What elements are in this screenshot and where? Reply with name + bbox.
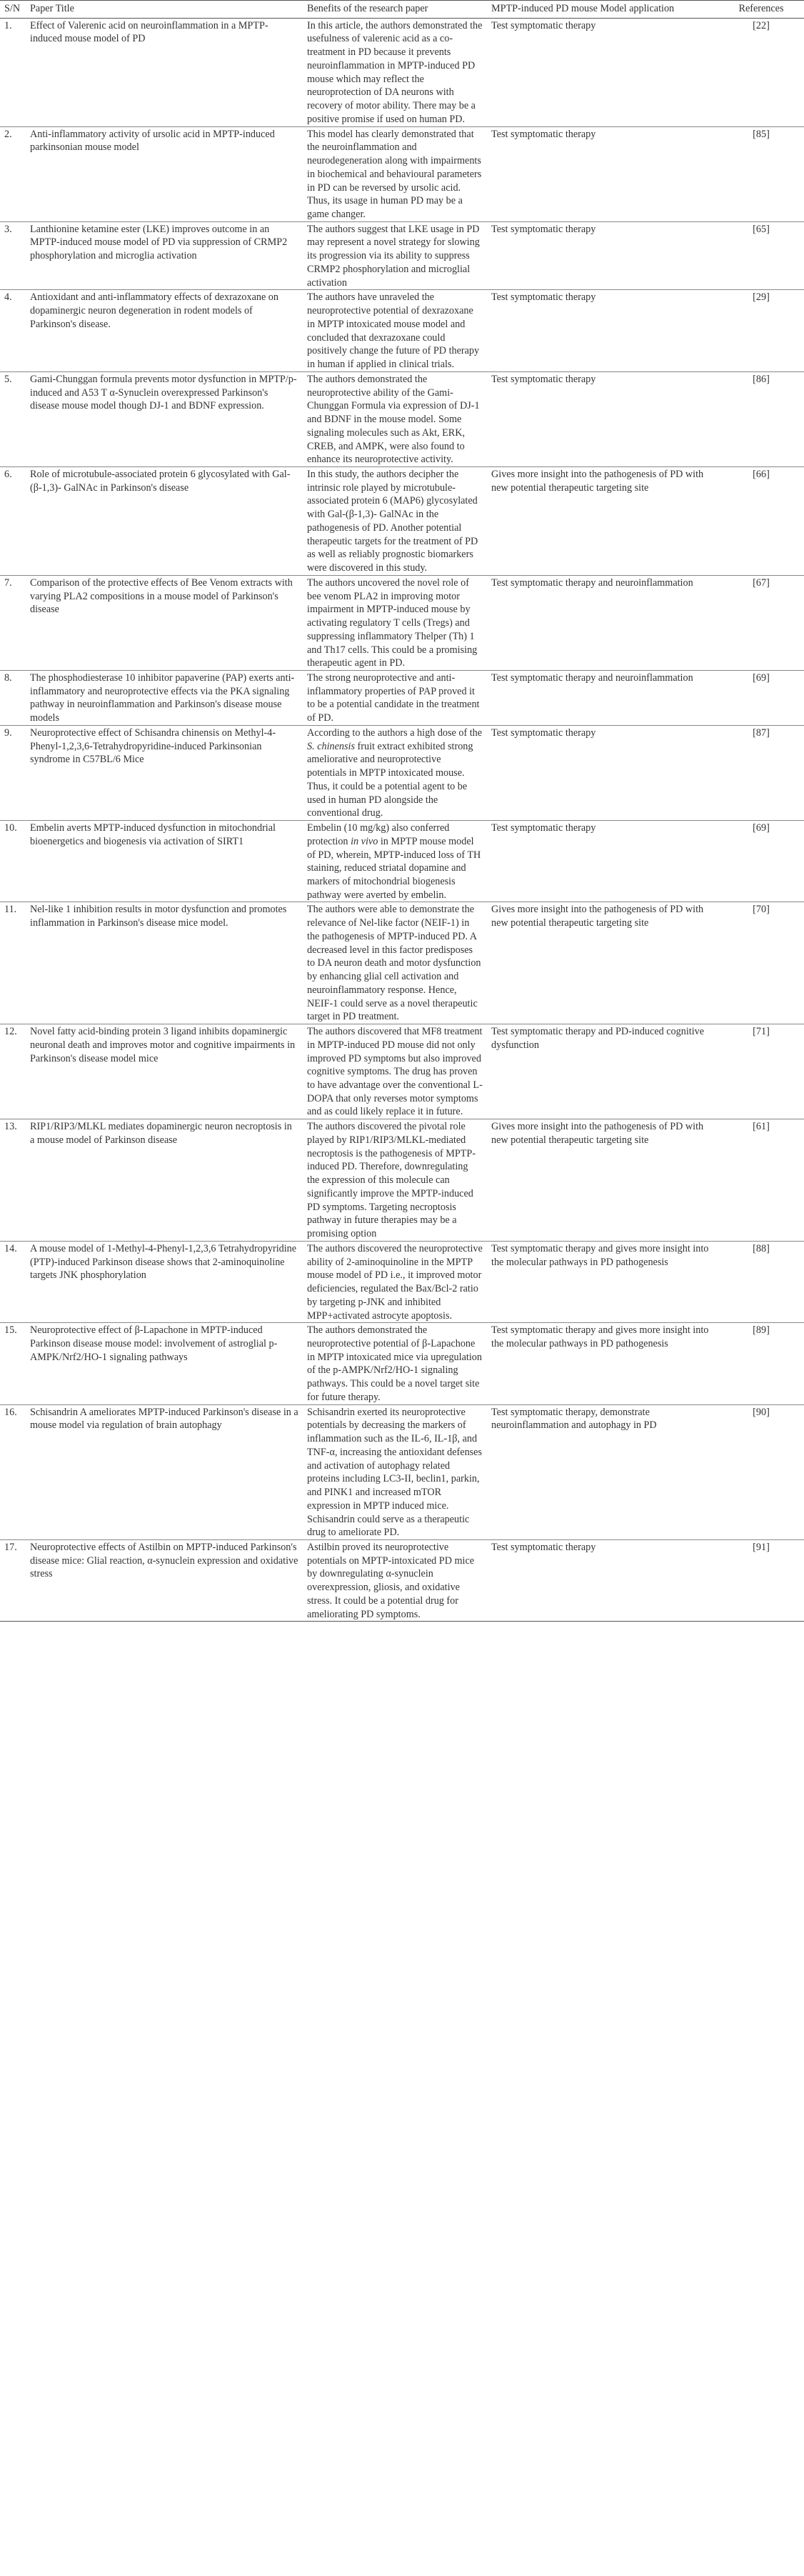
cell-title: Antioxidant and anti-inflammatory effects of dexrazoxane on dopaminergic neuron degeneration in rodent models of Parkinson's disease. (26, 290, 303, 371)
cell-sn: 10. (0, 821, 26, 902)
cell-reference: [88] (718, 1241, 804, 1322)
cell-application: Test symptomatic therapy and gives more insight into the molecular pathways in PD pathogenesis (487, 1323, 718, 1404)
table-row (0, 575, 804, 670)
cell-benefit (303, 821, 487, 902)
cell-title: Novel fatty acid-binding protein 3 ligand inhibits dopaminergic neuronal death and improves motor and cognitive impairments in Parkinson's disease model mice (26, 1024, 303, 1119)
cell-reference: [70] (718, 902, 804, 1024)
cell-benefit: The authors demonstrated the neuroprotective potential of β-Lapachone in MPTP intoxicated mice via upregulation of the p-AMPK/Nrf2/HO-1 signaling pathways. This could be a novel target site for future therapy. (303, 1323, 487, 1404)
header-references: References (718, 1, 804, 19)
table-row (0, 1024, 804, 1119)
cell-title: A mouse model of 1-Methyl-4-Phenyl-1,2,3,6 Tetrahydropyridine (PTP)-induced Parkinson disease shows that 2-aminoquinoline targets JNK phosphorylation (26, 1241, 303, 1322)
cell-application: Test symptomatic therapy (487, 18, 718, 126)
cell-benefit: The authors discovered that MF8 treatment in MPTP-induced PD mouse did not only improved PD symptoms but also improved cognitive symptoms. The drug has proven to have advantage over the conventional L-DOPA that only reverses motor symptoms and as could likely replace it in future. (303, 1024, 487, 1119)
table-row (0, 126, 804, 221)
cell-title: The phosphodiesterase 10 inhibitor papaverine (PAP) exerts anti-inflammatory and neuroprotective effects via the PKA signaling pathway in neuroinflammation and Parkinson's disease mouse models (26, 670, 303, 725)
cell-application: Test symptomatic therapy and neuroinflammation (487, 575, 718, 670)
cell-sn: 12. (0, 1024, 26, 1119)
cell-sn: 9. (0, 725, 26, 820)
cell-title: Role of microtubule-associated protein 6 glycosylated with Gal-(β-1,3)- GalNAc in Parkinson's disease (26, 466, 303, 575)
benefit-text: Embelin (10 mg/kg) also conferred protection (307, 822, 450, 847)
cell-benefit: The authors were able to demonstrate the relevance of Nel-like factor (NEIF-1) in the pathogenesis of MPTP-induced PD. A decreased level in this factor predisposes to DA neuron death and motor dysfunction by enhancing glial cell activation and neuroinflammatory response. Hence, NEIF-1 could serve as a novel therapeutic target in PD treatment. (303, 902, 487, 1024)
cell-benefit: The authors demonstrated the neuroprotective ability of the Gami-Chunggan Formula via expression of DJ-1 and BDNF in the mouse model. Some signaling molecules such as Akt, ERK, CREB, and AMPK, were also found to enhance its neuroprotective activity. (303, 371, 487, 466)
cell-reference: [85] (718, 126, 804, 221)
species-name: S. chinensis (307, 740, 355, 752)
cell-title: Neuroprotective effect of Schisandra chinensis on Methyl-4-Phenyl-1,2,3,6-Tetrahydropyridine-induced Parkinsonian syndrome in C57BL/6 Mice (26, 725, 303, 820)
cell-reference: [67] (718, 575, 804, 670)
cell-reference: [66] (718, 466, 804, 575)
cell-sn: 17. (0, 1539, 26, 1621)
cell-sn: 3. (0, 221, 26, 290)
cell-application: Test symptomatic therapy and neuroinflammation (487, 670, 718, 725)
table-row (0, 371, 804, 466)
cell-reference: [71] (718, 1024, 804, 1119)
cell-sn: 1. (0, 18, 26, 126)
cell-benefit: In this article, the authors demonstrated the usefulness of valerenic acid as a co-treatment in PD because it prevents neuroinflammation in MPTP-induced PD mouse which may reflect the neuroprotection of DA neurons with recovery of motor ability. There may be a positive promise if used on human PD. (303, 18, 487, 126)
table-row (0, 1404, 804, 1539)
cell-reference: [61] (718, 1119, 804, 1242)
table-row (0, 1323, 804, 1404)
cell-title: Effect of Valerenic acid on neuroinflammation in a MPTP-induced mouse model of PD (26, 18, 303, 126)
table-row (0, 725, 804, 820)
cell-title: Anti-inflammatory activity of ursolic acid in MPTP-induced parkinsonian mouse model (26, 126, 303, 221)
latin-term: in vivo (351, 835, 378, 847)
cell-benefit: Astilbin proved its neuroprotective potentials on MPTP-intoxicated PD mice by downregulating α-synuclein overexpression, gliosis, and oxidative stress. It could be a potential drug for ameliorating PD symptoms. (303, 1539, 487, 1621)
cell-reference: [89] (718, 1323, 804, 1404)
cell-benefit: Schisandrin exerted its neuroprotective potentials by decreasing the markers of inflammation such as the IL-6, IL-1β, and TNF-α, increasing the antioxidant defenses and activation of autophagy related proteins including LC3-II, beclin1, parkin, and PINK1 and increased mTOR expression in MPTP induced mice. Schisandrin could serve as a therapeutic drug to ameliorate PD. (303, 1404, 487, 1539)
cell-application: Test symptomatic therapy and PD-induced cognitive dysfunction (487, 1024, 718, 1119)
cell-reference: [91] (718, 1539, 804, 1621)
cell-application: Test symptomatic therapy (487, 1539, 718, 1621)
cell-application: Test symptomatic therapy and gives more insight into the molecular pathways in PD pathogenesis (487, 1241, 718, 1322)
cell-application: Test symptomatic therapy (487, 821, 718, 902)
cell-application: Test symptomatic therapy (487, 371, 718, 466)
cell-title: Neuroprotective effects of Astilbin on MPTP-induced Parkinson's disease mice: Glial reaction, α-synuclein expression and oxidative stress (26, 1539, 303, 1621)
cell-reference: [86] (718, 371, 804, 466)
cell-title: Embelin averts MPTP-induced dysfunction in mitochondrial bioenergetics and biogenesis via activation of SIRT1 (26, 821, 303, 902)
cell-sn: 7. (0, 575, 26, 670)
table-row (0, 1119, 804, 1242)
header-application: MPTP-induced PD mouse Model application (487, 1, 718, 19)
cell-benefit: In this study, the authors decipher the intrinsic role played by microtubule-associated protein 6 (MAP6) glycosylated with Gal-(β-1,3)- GalNAc in the pathogenesis of PD. Another potential therapeutic targets for the treatment of PD as well as reliably prognostic biomarkers were discovered in this study. (303, 466, 487, 575)
cell-title: Gami-Chunggan formula prevents motor dysfunction in MPTP/p-induced and A53 T α-Synuclein overexpressed Parkinson's disease mouse model though DJ-1 and BDNF expression. (26, 371, 303, 466)
cell-reference: [65] (718, 221, 804, 290)
table-row (0, 821, 804, 902)
cell-reference: [69] (718, 670, 804, 725)
benefit-text: According to the authors a high dose of the (307, 727, 483, 739)
cell-reference: [29] (718, 290, 804, 371)
cell-title: RIP1/RIP3/MLKL mediates dopaminergic neuron necroptosis in a mouse model of Parkinson disease (26, 1119, 303, 1242)
benefit-text: in MPTP mouse model of PD, wherein, MPTP-induced loss of TH staining, reduced striatal dopamine and markers of mitochondrial biogenesis pathway were averted by embelin. (307, 835, 481, 901)
header-benefits: Benefits of the research paper (303, 1, 487, 19)
cell-benefit: The authors uncovered the novel role of bee venom PLA2 in improving motor impairment in MPTP-induced mouse by activating regulatory T cells (Tregs) and suppressing inflammatory Thelper (Th) 1 and Th17 cells. This could be a promising therapeutic agent in PD. (303, 575, 487, 670)
cell-title: Lanthionine ketamine ester (LKE) improves outcome in an MPTP-induced mouse model of PD via suppression of CRMP2 phosphorylation and microglia activation (26, 221, 303, 290)
cell-reference: [69] (718, 821, 804, 902)
cell-sn: 4. (0, 290, 26, 371)
table-row (0, 670, 804, 725)
cell-sn: 16. (0, 1404, 26, 1539)
cell-benefit: This model has clearly demonstrated that the neuroinflammation and neurodegeneration along with impairments in biochemical and behavioural parameters in PD can be reversed by ursolic acid. Thus, its usage in human PD may be a game changer. (303, 126, 487, 221)
table-row (0, 221, 804, 290)
cell-benefit (303, 725, 487, 820)
cell-sn: 14. (0, 1241, 26, 1322)
header-sn: S/N (0, 1, 26, 19)
cell-application: Test symptomatic therapy, demonstrate neuroinflammation and autophagy in PD (487, 1404, 718, 1539)
cell-sn: 11. (0, 902, 26, 1024)
table-header (0, 1, 804, 19)
cell-benefit: The strong neuroprotective and anti-inflammatory properties of PAP proved it to be a potential candidate in the treatment of PD. (303, 670, 487, 725)
header-row (0, 1, 804, 19)
cell-title: Schisandrin A ameliorates MPTP-induced Parkinson's disease in a mouse model via regulation of brain autophagy (26, 1404, 303, 1539)
benefit-text: fruit extract exhibited strong ameliorative and neuroprotective potentials in MPTP intoxicated mouse. Thus, it could be a potential agent to be used in human PD alongside the conventional drug. (307, 740, 473, 819)
table-row (0, 466, 804, 575)
cell-sn: 5. (0, 371, 26, 466)
cell-reference: [87] (718, 725, 804, 820)
cell-title: Neuroprotective effect of β-Lapachone in MPTP-induced Parkinson disease mouse model: involvement of astroglial p-AMPK/Nrf2/HO-1 signaling pathways (26, 1323, 303, 1404)
table-row (0, 1241, 804, 1322)
cell-sn: 2. (0, 126, 26, 221)
cell-title: Comparison of the protective effects of Bee Venom extracts with varying PLA2 compositions in a mouse model of Parkinson's disease (26, 575, 303, 670)
cell-benefit: The authors discovered the neuroprotective ability of 2-aminoquinoline in the MPTP mouse model of PD i.e., it improved motor deficiencies, regulated the Bax/Bcl-2 ratio by targeting p-JNK and inhibited MPP+activated astrocyte apoptosis. (303, 1241, 487, 1322)
cell-sn: 6. (0, 466, 26, 575)
cell-application: Test symptomatic therapy (487, 221, 718, 290)
cell-title: Nel-like 1 inhibition results in motor dysfunction and promotes inflammation in Parkinson's disease mice model. (26, 902, 303, 1024)
cell-sn: 8. (0, 670, 26, 725)
cell-application: Gives more insight into the pathogenesis of PD with new potential therapeutic targeting site (487, 902, 718, 1024)
header-paper-title: Paper Title (26, 1, 303, 19)
cell-reference: [22] (718, 18, 804, 126)
cell-benefit: The authors have unraveled the neuroprotective potential of dexrazoxane in MPTP intoxicated mouse model and concluded that dexrazoxane could positively change the future of PD therapy in human if applied in clinical trials. (303, 290, 487, 371)
cell-reference: [90] (718, 1404, 804, 1539)
table-body (0, 18, 804, 1622)
table-row (0, 290, 804, 371)
cell-sn: 15. (0, 1323, 26, 1404)
cell-application: Test symptomatic therapy (487, 290, 718, 371)
cell-sn: 13. (0, 1119, 26, 1242)
cell-benefit: The authors discovered the pivotal role played by RIP1/RIP3/MLKL-mediated necroptosis is the pathogenesis of MPTP-induced PD. Therefore, downregulating the expression of this molecule can significantly improve the MPTP-induced PD symptoms. Targeting necroptosis pathway in future therapies may be a promising option (303, 1119, 487, 1242)
table-row (0, 18, 804, 126)
cell-benefit: The authors suggest that LKE usage in PD may represent a novel strategy for slowing its progression via its ability to suppress CRMP2 phosphorylation and microglial activation (303, 221, 487, 290)
table-row (0, 902, 804, 1024)
cell-application: Test symptomatic therapy (487, 725, 718, 820)
table-row (0, 1539, 804, 1621)
cell-application: Gives more insight into the pathogenesis of PD with new potential therapeutic targeting site (487, 466, 718, 575)
cell-application: Gives more insight into the pathogenesis of PD with new potential therapeutic targeting site (487, 1119, 718, 1242)
cell-application: Test symptomatic therapy (487, 126, 718, 221)
